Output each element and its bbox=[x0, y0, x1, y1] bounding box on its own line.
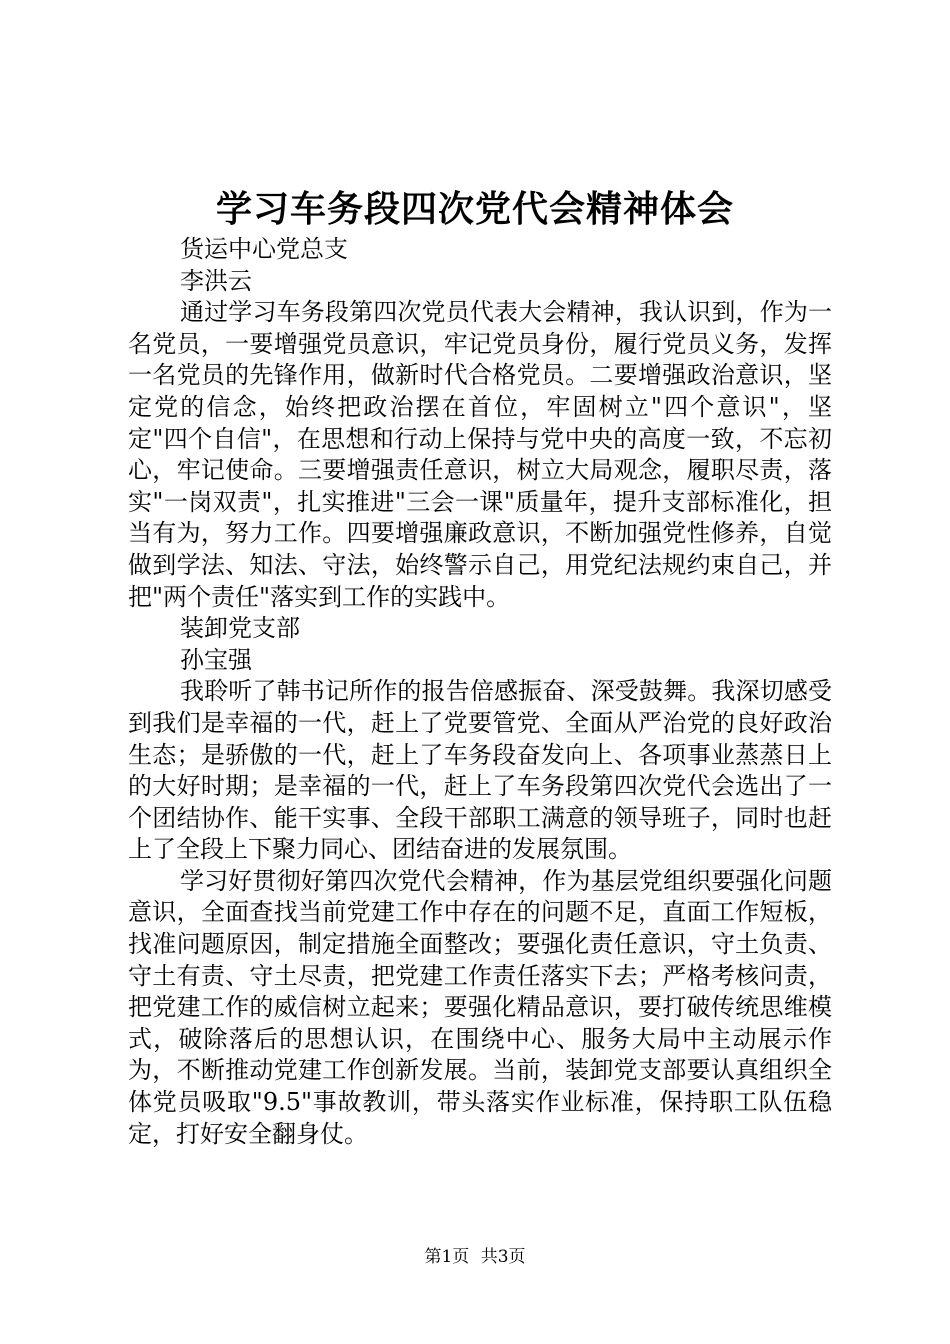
section-department: 装卸党支部 bbox=[180, 614, 300, 643]
section-department: 货运中心党总支 bbox=[180, 235, 348, 263]
section-author: 李洪云 bbox=[180, 266, 252, 295]
section-paragraph: 通过学习车务段第四次党员代表大会精神，我认识到，作为一名党员，一要增强党员意识，牢记党员身份，履行党员义务，发挥一名党员的先锋作用，做新时代合格党员。二要增强政治意识，坚定党的信念，始终把政治摆在首位，牢固树立"四个意识"，坚定"四个自信"，在思想和行动上保持与党中央的高度一致，不忘初心，牢记使命。三要增强责任意识，树立大局观念，履职尽责，落实"一岗双责"，扎实推进"三会一课"质量年，提升支部标准化，担当有为，努力工作。四要增强廉政意识，不断加强党性修养，自觉做到学法、知法、守法，始终警示自己，用党纪法规约束自己，并把"两个责任"落实到工作的实践中。 bbox=[128, 298, 832, 611]
document-title: 学习车务段四次党代会精神体会 bbox=[215, 188, 734, 230]
page-number: 第1页 共3页 bbox=[424, 1247, 526, 1267]
document-body bbox=[128, 234, 832, 1150]
section-paragraph: 学习好贯彻好第四次党代会精神，作为基层党组织要强化问题意识，全面查找当前党建工作中存在的问题不足，直面工作短板，找准问题原因，制定措施全面整改；要强化责任意识，守土负责、守土有责、守土尽责，把党建工作责任落实下去；严格考核问责，把党建工作的威信树立起来；要强化精品意识，要打破传统思维模式，破除落后的思想认识，在围绕中心、服务大局中主动展示作为，不断推动党建工作创新发展。当前，装卸党支部要认真组织全体党员吸取"9.5"事故教训，带头落实作业标准，保持职工队伍稳定，打好安全翻身仗。 bbox=[128, 866, 832, 1148]
section-paragraph: 我聆听了韩书记所作的报告倍感振奋、深受鼓舞。我深切感受到我们是幸福的一代，赶上了党要管党、全面从严治党的良好政治生态；是骄傲的一代，赶上了车务段奋发向上、各项事业蒸蒸日上的大好时期；是幸福的一代，赶上了车务段第四次党代会选出了一个团结协作、能干实事、全段干部职工满意的领导班子，同时也赶上了全段上下聚力同心、团结奋进的发展氛围。 bbox=[128, 677, 832, 864]
section-freight-center bbox=[128, 234, 832, 613]
section-author: 孙宝强 bbox=[180, 645, 252, 674]
section-loading-branch bbox=[128, 613, 832, 1150]
